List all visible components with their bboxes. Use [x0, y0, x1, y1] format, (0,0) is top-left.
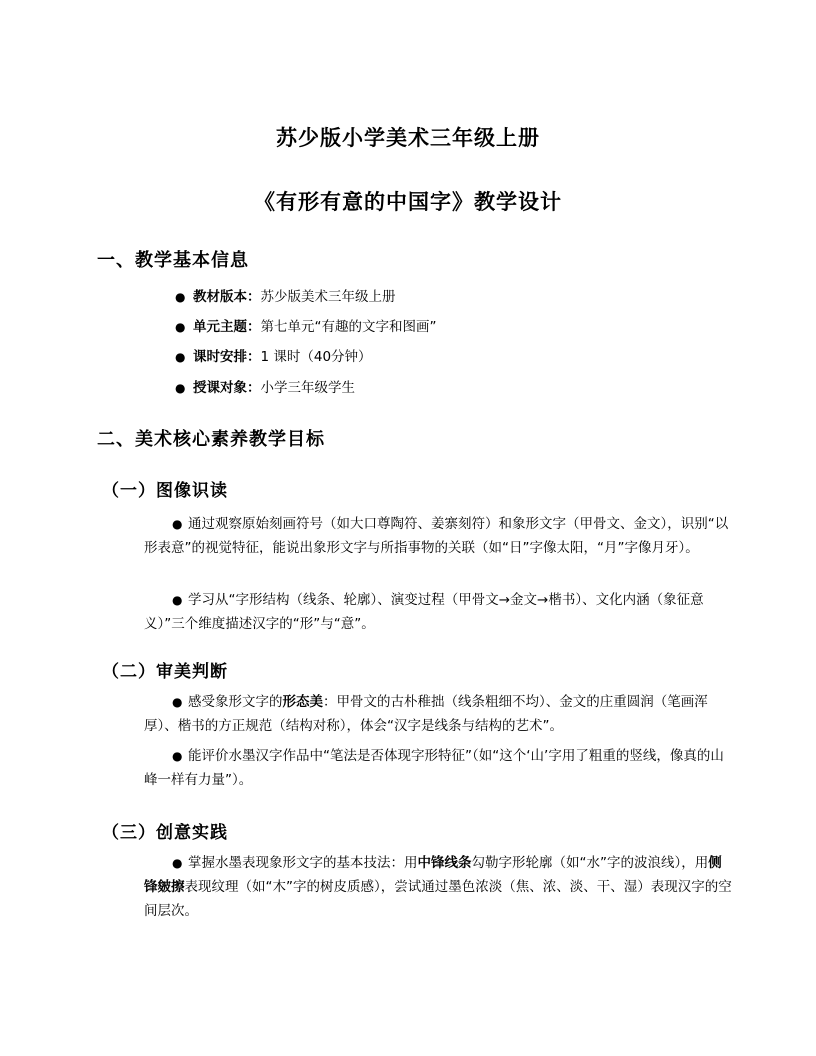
item-label: 教材版本： [193, 289, 261, 305]
item-value: 1 课时（40分钟） [260, 349, 372, 365]
paragraph [144, 690, 734, 738]
bullet-icon: ● [175, 350, 186, 364]
list-item [175, 315, 437, 335]
paragraph-text: 通过观察原始刻画符号（如大口尊陶符、姜寨刻符）和象形文字（甲骨文、金文），识别“以形表意”的视觉特征，能说出象形文字与所指事物的关联（如“日”字像太阳，“月”字像月牙）。 [144, 516, 729, 556]
item-label: 授课对象： [193, 380, 261, 396]
paragraph [144, 851, 734, 923]
bullet-icon: ● [172, 749, 183, 763]
paragraph-text: ：甲骨文的古朴稚拙（线条粗细不均）、金文的庄重圆润（笔画浑厚）、楷书的方正规范（结构对称），体会“汉字是线条与结构的艺术”。 [144, 694, 708, 734]
document-subtitle: 《有形有意的中国字》教学设计 [254, 190, 562, 214]
paragraph [144, 744, 734, 792]
bullet-icon: ● [172, 593, 183, 607]
bullet-icon: ● [172, 856, 183, 870]
item-label: 课时安排： [193, 349, 261, 365]
item-value: 第七单元“有趣的文字和图画” [260, 319, 437, 335]
paragraph-text: 掌握水墨表现象形文字的基本技法：用 [188, 855, 418, 871]
paragraph [144, 588, 734, 636]
paragraph-text: 表现纹理（如“木”字的树皮质感），尝试通过墨色浓淡（焦、浓、淡、干、湿）表现汉字的空间层次。 [144, 879, 732, 919]
paragraph-text: 勾勒字形轮廓（如“水”字的波浪线），用 [471, 855, 709, 871]
paragraph-text: 感受象形文字的 [188, 694, 283, 710]
list-item [175, 285, 396, 305]
bullet-icon: ● [175, 320, 186, 334]
bullet-icon: ● [172, 517, 183, 531]
section-heading-basic-info: 一、教学基本信息 [97, 250, 249, 271]
paragraph [144, 512, 734, 560]
item-label: 单元主题： [193, 319, 261, 335]
item-value: 苏少版美术三年级上册 [260, 289, 396, 305]
bullet-icon: ● [172, 695, 183, 709]
subsection-heading-image-reading: （一）图像识读 [102, 481, 228, 501]
bold-term: 中锋线条 [417, 855, 472, 871]
document-title: 苏少版小学美术三年级上册 [276, 126, 540, 150]
bold-term: 侧锋皴擦 [144, 855, 722, 895]
paragraph-text: 学习从“字形结构（线条、轮廓）、演变过程（甲骨文→金文→楷书）、文化内涵（象征意义）”三个维度描述汉字的“形”与“意”。 [144, 592, 704, 632]
bullet-icon: ● [175, 290, 186, 304]
item-value: 小学三年级学生 [260, 380, 355, 396]
bold-term: 形态美 [282, 694, 323, 710]
paragraph-text: 能评价水墨汉字作品中“笔法是否体现字形特征”（如“这个‘山’字用了粗重的竖线，像真的山峰一样有力量”）。 [144, 748, 724, 788]
subsection-heading-aesthetic: （二）审美判断 [102, 662, 228, 682]
subsection-heading-creative: （三）创意实践 [102, 823, 228, 843]
list-item [175, 376, 355, 396]
section-heading-objectives: 二、美术核心素养教学目标 [97, 429, 325, 450]
list-item [175, 345, 372, 365]
bullet-icon: ● [175, 381, 186, 395]
